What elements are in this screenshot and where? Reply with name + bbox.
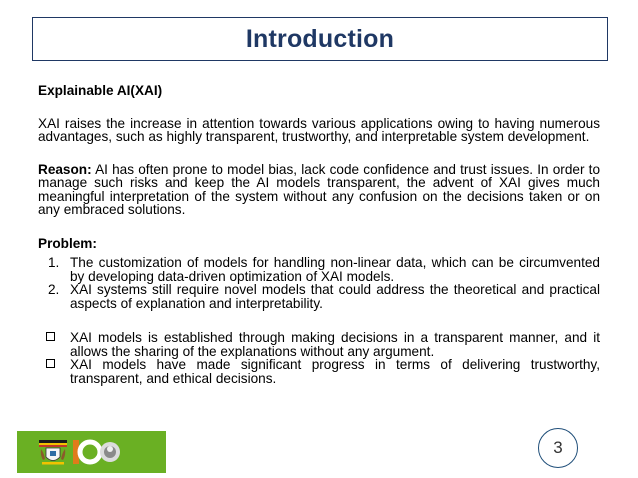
list-item <box>38 256 600 283</box>
reason-paragraph <box>38 163 600 217</box>
list-item <box>38 331 600 358</box>
list-item <box>38 283 600 310</box>
footer-logo <box>17 431 166 473</box>
checkbox-bullet-icon <box>46 332 55 341</box>
bullet-text: XAI models have made significant progress in terms of delivering trustworthy, transparent, and ethical decisions. <box>70 357 600 386</box>
bullet-list <box>38 331 600 385</box>
list-number: 2. <box>48 282 60 297</box>
checkbox-bullet-icon <box>46 359 55 368</box>
list-number: 1. <box>48 255 60 270</box>
reason-text: AI has often prone to model bias, lack code confidence and trust issues. In order to manage such risks and keep the AI models transparent, the advent of XAI gives much meaningful interpretation of the system without any confusion on the decisions taken or on any embraced solutions. <box>38 161 601 217</box>
list-item-text: XAI systems still require novel models that could address the theoretical and practical aspects of explanation and interpretability. <box>70 282 600 311</box>
university-crest-icon <box>37 437 69 467</box>
centenary-100-logo <box>71 437 123 467</box>
problem-list <box>38 256 600 310</box>
title-box <box>32 17 608 61</box>
reason-label: Reason: <box>38 161 92 177</box>
slide-body <box>38 84 600 385</box>
intro-paragraph: XAI raises the increase in attention towards various applications owing to having numerous advantages, such as highly transparent, trustworthy, and interpretable system development. <box>38 115 600 144</box>
slide-title: Introduction <box>245 24 395 53</box>
list-item-text: The customization of models for handling non-linear data, which can be circumvented by developing data-driven optimization of XAI models. <box>70 255 600 284</box>
bullet-text: XAI models is established through making decisions in a transparent manner, and it allows the sharing of the explanations without any argument. <box>70 330 600 359</box>
page-number-badge <box>538 428 578 468</box>
page-number: 3 <box>553 438 563 457</box>
section-heading: Explainable AI(XAI) <box>38 83 163 98</box>
list-item <box>38 358 600 385</box>
problem-heading: Problem: <box>38 235 97 251</box>
problem-section <box>38 237 600 311</box>
